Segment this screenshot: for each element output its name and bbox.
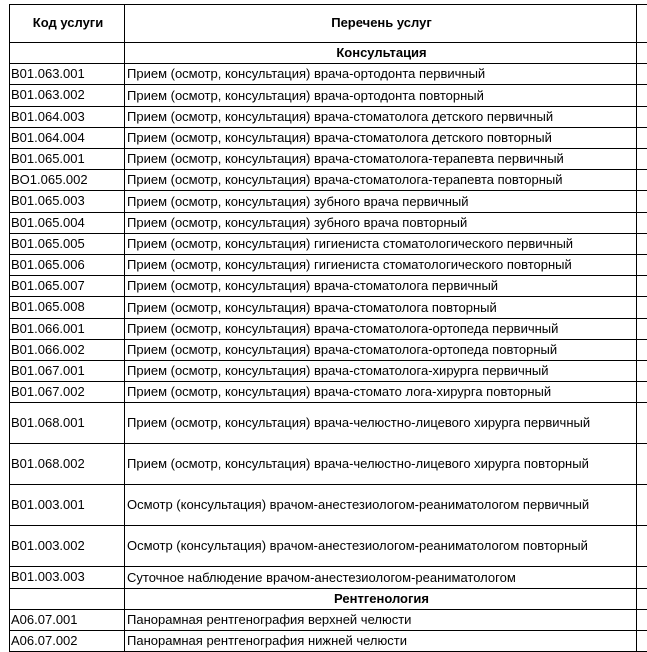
header-code: Код услуги: [10, 5, 125, 43]
row-extra-cell: [637, 318, 647, 339]
service-name: Прием (осмотр, консультация) гигиениста стоматологического повторный: [125, 255, 637, 276]
service-name: Панорамная рентгенография верхней челюсти: [125, 609, 637, 630]
service-code: BO1.065.002: [10, 170, 125, 191]
service-code: B01.064.004: [10, 127, 125, 148]
service-name: Прием (осмотр, консультация) врача-челюстно-лицевого хирурга повторный: [125, 444, 637, 485]
service-name: Прием (осмотр, консультация) врача-стомато лога-хирурга повторный: [125, 382, 637, 403]
row-extra-cell: [637, 526, 647, 567]
row-extra-cell: [637, 609, 647, 630]
row-extra-cell: [637, 127, 647, 148]
row-extra-cell: [637, 485, 647, 526]
service-code: A06.07.002: [10, 631, 125, 652]
section-title: Рентгенология: [125, 588, 637, 609]
service-name: Прием (осмотр, консультация) врача-челюстно-лицевого хирурга первичный: [125, 403, 637, 444]
row-extra-cell: [637, 149, 647, 170]
service-code: B01.003.003: [10, 567, 125, 588]
service-name: Осмотр (консультация) врачом-анестезиологом-реаниматологом первичный: [125, 485, 637, 526]
service-name: Прием (осмотр, консультация) врача-ортодонта первичный: [125, 64, 637, 85]
service-name: Прием (осмотр, консультация) врача-стоматолога детского повторный: [125, 127, 637, 148]
service-code: B01.065.004: [10, 212, 125, 233]
table-header-row: [10, 5, 647, 43]
section-extra-cell: [637, 588, 647, 609]
row-extra-cell: [637, 276, 647, 297]
table-row: [10, 276, 647, 297]
row-extra-cell: [637, 631, 647, 652]
service-name: Панорамная рентгенография нижней челюсти: [125, 631, 637, 652]
service-code: B01.065.006: [10, 255, 125, 276]
row-extra-cell: [637, 191, 647, 212]
row-extra-cell: [637, 567, 647, 588]
service-name: Прием (осмотр, консультация) врача-стоматолога-ортопеда повторный: [125, 339, 637, 360]
service-code: B01.065.008: [10, 297, 125, 318]
service-code: B01.063.001: [10, 64, 125, 85]
table-row: [10, 233, 647, 254]
table-row: [10, 631, 647, 652]
table-row: [10, 361, 647, 382]
table-row: [10, 526, 647, 567]
table-row: [10, 191, 647, 212]
service-name: Прием (осмотр, консультация) врача-стоматолога-хирурга первичный: [125, 361, 637, 382]
service-code: B01.065.007: [10, 276, 125, 297]
row-extra-cell: [637, 106, 647, 127]
service-code: B01.003.002: [10, 526, 125, 567]
service-name: Суточное наблюдение врачом-анестезиологом-реаниматологом: [125, 567, 637, 588]
row-extra-cell: [637, 382, 647, 403]
service-name: Прием (осмотр, консультация) врача-стоматолога-терапевта повторный: [125, 170, 637, 191]
service-code: B01.065.001: [10, 149, 125, 170]
service-name: Прием (осмотр, консультация) врача-стоматолога-ортопеда первичный: [125, 318, 637, 339]
section-title: Консультация: [125, 43, 637, 64]
service-name: Прием (осмотр, консультация) гигиениста стоматологического первичный: [125, 233, 637, 254]
service-code: B01.065.003: [10, 191, 125, 212]
table-row: [10, 127, 647, 148]
row-extra-cell: [637, 361, 647, 382]
table-row: [10, 255, 647, 276]
row-extra-cell: [637, 403, 647, 444]
row-extra-cell: [637, 170, 647, 191]
section-header-row: [10, 43, 647, 64]
service-code: B01.066.002: [10, 339, 125, 360]
header-extra-cell: [637, 5, 647, 43]
table-row: [10, 85, 647, 106]
table-row: [10, 106, 647, 127]
row-extra-cell: [637, 233, 647, 254]
service-code: B01.068.001: [10, 403, 125, 444]
service-name: Прием (осмотр, консультация) врача-стоматолога первичный: [125, 276, 637, 297]
row-extra-cell: [637, 339, 647, 360]
table-row: [10, 149, 647, 170]
table-row: [10, 609, 647, 630]
service-name: Прием (осмотр, консультация) зубного врача повторный: [125, 212, 637, 233]
table-row: [10, 403, 647, 444]
service-code: B01.063.002: [10, 85, 125, 106]
service-code: B01.066.001: [10, 318, 125, 339]
header-services: Перечень услуг: [125, 5, 637, 43]
service-code: B01.068.002: [10, 444, 125, 485]
table-row: [10, 64, 647, 85]
row-extra-cell: [637, 444, 647, 485]
services-table-body: [10, 5, 647, 652]
table-row: [10, 485, 647, 526]
service-name: Прием (осмотр, консультация) зубного врача первичный: [125, 191, 637, 212]
service-code: B01.067.002: [10, 382, 125, 403]
row-extra-cell: [637, 255, 647, 276]
service-name: Осмотр (консультация) врачом-анестезиологом-реаниматологом повторный: [125, 526, 637, 567]
table-row: [10, 318, 647, 339]
table-row: [10, 567, 647, 588]
service-code: B01.065.005: [10, 233, 125, 254]
table-row: [10, 339, 647, 360]
section-header-row: [10, 588, 647, 609]
service-name: Прием (осмотр, консультация) врача-ортодонта повторный: [125, 85, 637, 106]
table-row: [10, 170, 647, 191]
table-row: [10, 382, 647, 403]
table-row: [10, 297, 647, 318]
row-extra-cell: [637, 85, 647, 106]
service-name: Прием (осмотр, консультация) врача-стоматолога детского первичный: [125, 106, 637, 127]
table-row: [10, 212, 647, 233]
service-name: Прием (осмотр, консультация) врача-стоматолога-терапевта первичный: [125, 149, 637, 170]
row-extra-cell: [637, 297, 647, 318]
row-extra-cell: [637, 212, 647, 233]
service-code: A06.07.001: [10, 609, 125, 630]
section-empty-cell: [10, 43, 125, 64]
service-code: B01.003.001: [10, 485, 125, 526]
row-extra-cell: [637, 64, 647, 85]
service-code: B01.064.003: [10, 106, 125, 127]
service-name: Прием (осмотр, консультация) врача-стоматолога повторный: [125, 297, 637, 318]
section-extra-cell: [637, 43, 647, 64]
table-row: [10, 444, 647, 485]
service-code: B01.067.001: [10, 361, 125, 382]
services-table: [9, 4, 647, 652]
section-empty-cell: [10, 588, 125, 609]
